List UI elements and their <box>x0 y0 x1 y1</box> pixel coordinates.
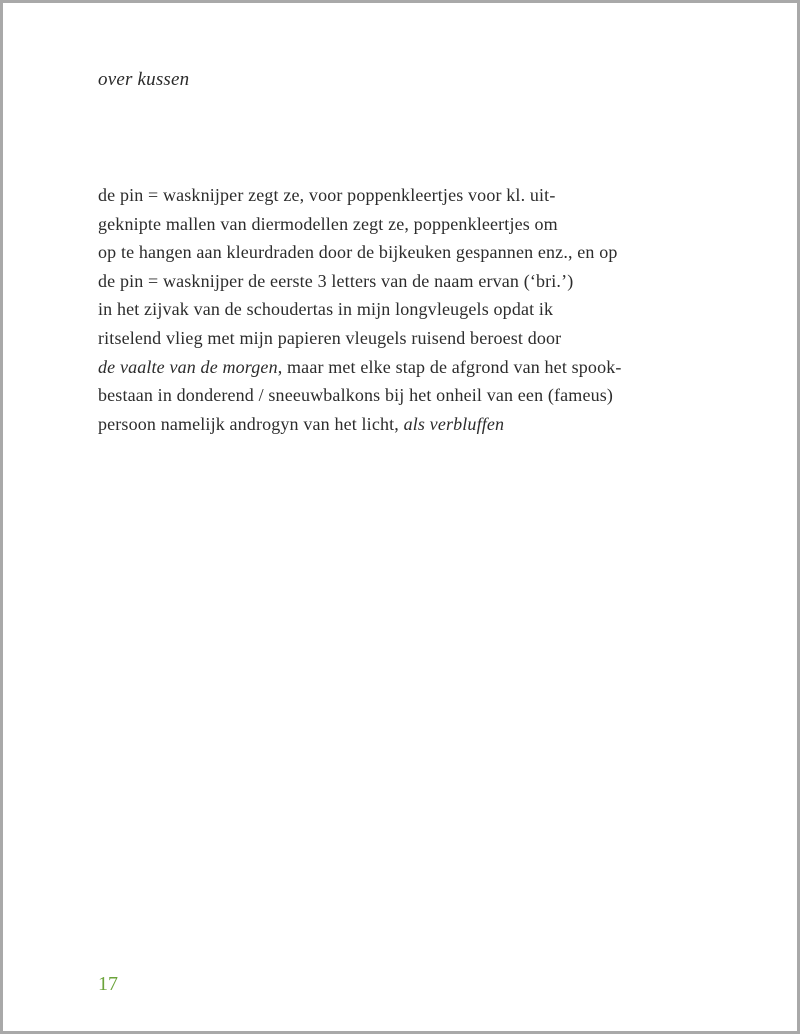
poem-line <box>98 353 738 382</box>
poem-line <box>98 238 738 267</box>
poem-line-text: ritselend vlieg met mijn papieren vleugels ruisend beroest door <box>98 327 562 348</box>
poem-line-text: de pin = wasknijper zegt ze, voor poppenkleertjes voor kl. uit- <box>98 185 556 205</box>
poem-line-text: , maar met elke stap de afgrond van het spook- <box>277 356 622 377</box>
poem-line-text: bestaan in donderend / sneeuwbalkons bij het onheil van een (fameus) <box>98 385 614 406</box>
poem-line <box>98 267 738 296</box>
running-head: over kussen <box>98 69 190 90</box>
poem-line <box>98 381 738 410</box>
page-number: 17 <box>98 973 118 995</box>
poem-line <box>98 210 738 239</box>
poem-text <box>98 181 738 438</box>
poem-line-text: persoon namelijk androgyn van het licht, <box>98 413 404 434</box>
poem-line-text: de pin = wasknijper de eerste 3 letters van de naam ervan (‘bri.’) <box>98 270 574 291</box>
poem-line-text: op te hangen aan kleurdraden door de bijkeuken gespannen enz., en op <box>98 242 618 263</box>
poem-line <box>98 181 738 210</box>
poem-line-italic-text: als verbluffen <box>403 413 505 434</box>
poem-line <box>98 295 738 324</box>
poem-line <box>98 324 738 353</box>
poem-line-text: geknipte mallen van diermodellen zegt ze, poppenkleertjes om <box>98 213 558 234</box>
poem-line-text: in het zijvak van de schoudertas in mijn longvleugels opdat ik <box>98 299 554 320</box>
poem-line-italic-text: de vaalte van de morgen <box>98 356 278 377</box>
poem-line <box>98 410 738 439</box>
